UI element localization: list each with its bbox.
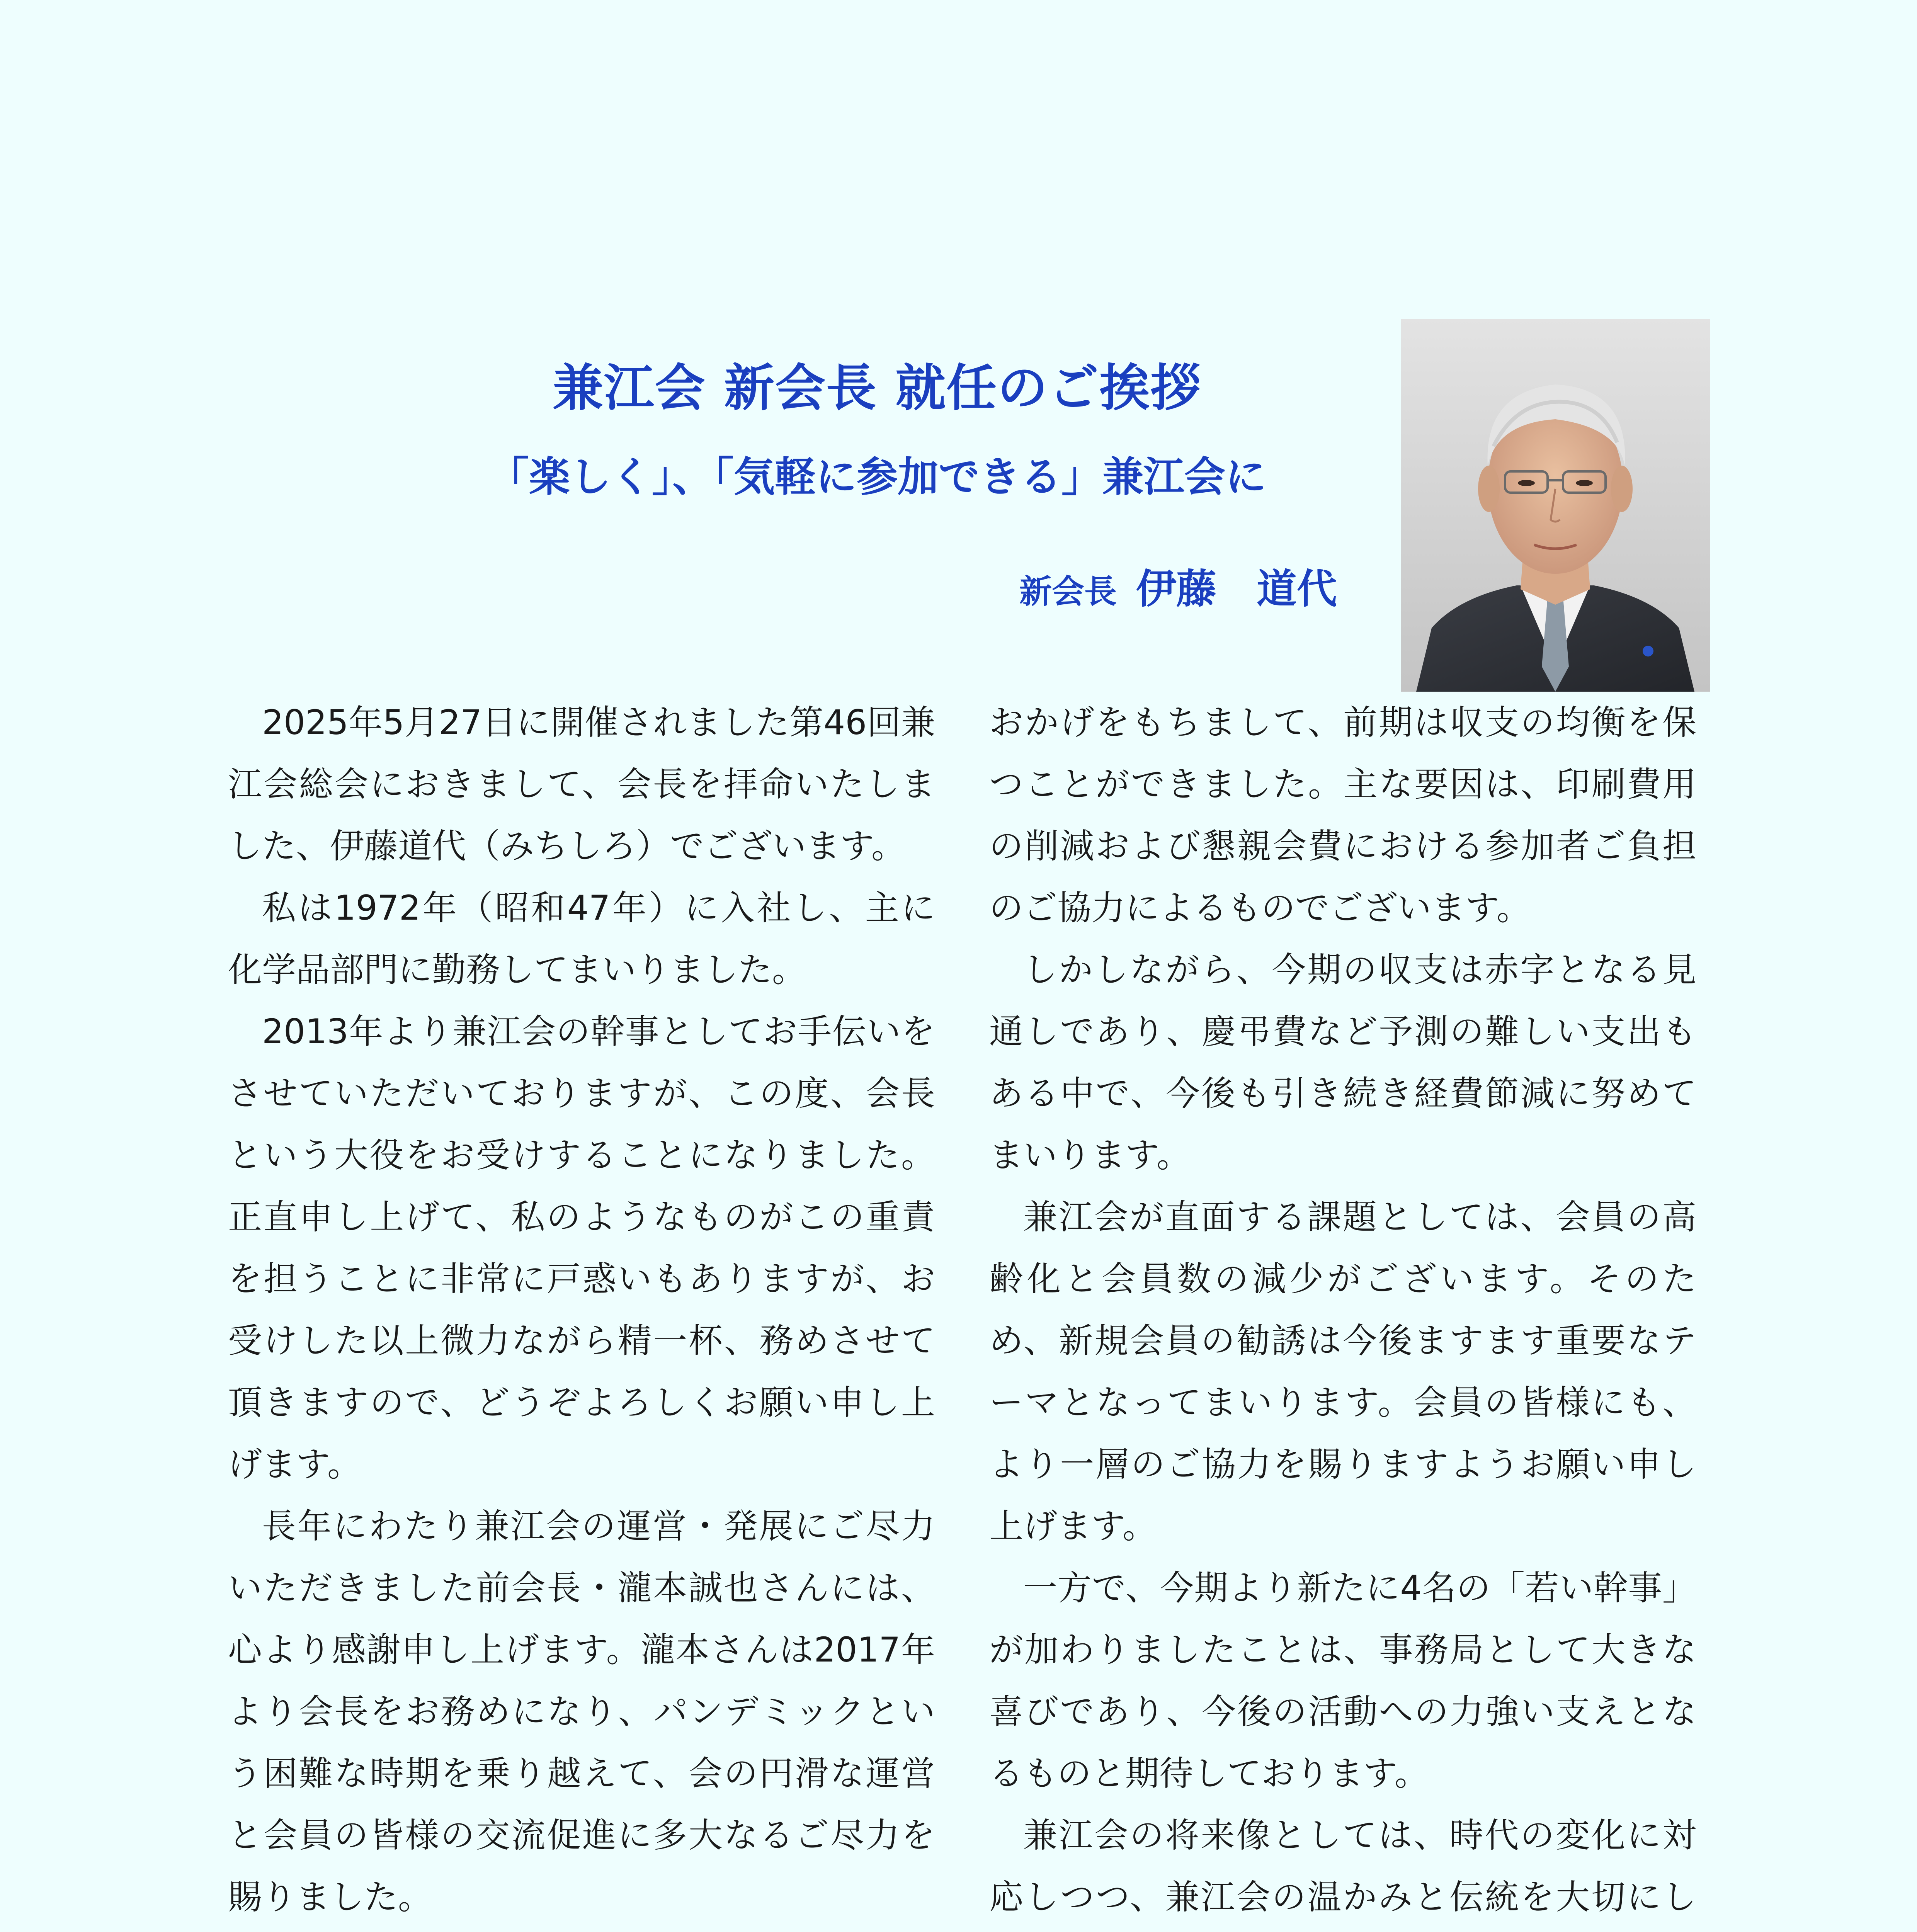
right-column: [989, 692, 1696, 1932]
portrait-photo: [1401, 319, 1710, 692]
paragraph: 一方で、今期より新たに4名の「若い幹事」が加わりましたことは、事務局として大きな喜びであり、今後の活動への力強い支えとなるものと期待しております。: [989, 1568, 1696, 1793]
paragraph: 2025年5月27日に開催されました第46回兼江会総会におきまして、会長を拝命いたしました、伊藤道代（みちしろ）でございます。: [228, 702, 935, 866]
article-subtitle: 「楽しく」、「気軽に参加できる」兼江会に: [488, 453, 1266, 501]
paragraph: おかげをもちまして、前期は収支の均衡を保つことができました。主な要因は、印刷費用の削減および懇親会費における参加者ご負担のご協力によるものでございます。: [989, 702, 1696, 928]
author-name: 伊藤 道代: [1136, 565, 1337, 612]
paragraph: 兼江会が直面する課題としては、会員の高齢化と会員数の減少がございます。そのため、新規会員の勧誘は今後ますます重要なテーマとなってまいります。会員の皆様にも、より一層のご協力を賜りますようお願い申し上げます。: [989, 1197, 1696, 1546]
paragraph: 兼江会の将来像としては、時代の変化に対応しつつ、兼江会の温かみと伝統を大切にし: [989, 1815, 1696, 1917]
article-title: 兼江会 新会長 就任のご挨拶: [553, 359, 1202, 417]
paragraph: [228, 1928, 935, 1932]
paragraph: しかしながら、今期の収支は赤字となる見通しであり、慶弔費など予測の難しい支出もある中で、今後も引き続き経費節減に努めてまいります。: [989, 950, 1696, 1175]
paragraph: 私は1972年（昭和47年）に入社し、主に化学品部門に勤務してまいりました。: [228, 888, 935, 990]
author-role: 新会長: [1019, 573, 1117, 611]
author-byline: [889, 556, 1337, 614]
left-column: [228, 692, 935, 1932]
paragraph: 2013年より兼江会の幹事としてお手伝いをさせていただいておりますが、この度、会長という大役をお受けすることになりました。正直申し上げて、私のようなものがこの重責を担うことに非常に戸惑いもありますが、お受けした以上微力ながら精一杯、務めさせて頂きますので、どうぞよろしくお願い申し上げます。: [228, 1012, 935, 1484]
portrait-illustration: [1401, 319, 1710, 692]
paragraph: 長年にわたり兼江会の運営・発展にご尽力いただきました前会長・瀧本誠也さんには、心より感謝申し上げます。瀧本さんは2017年より会長をお務めになり、パンデミックという困難な時期を乗り越えて、会の円滑な運営と会員の皆様の交流促進に多大なるご尽力を賜りました。: [228, 1506, 935, 1917]
